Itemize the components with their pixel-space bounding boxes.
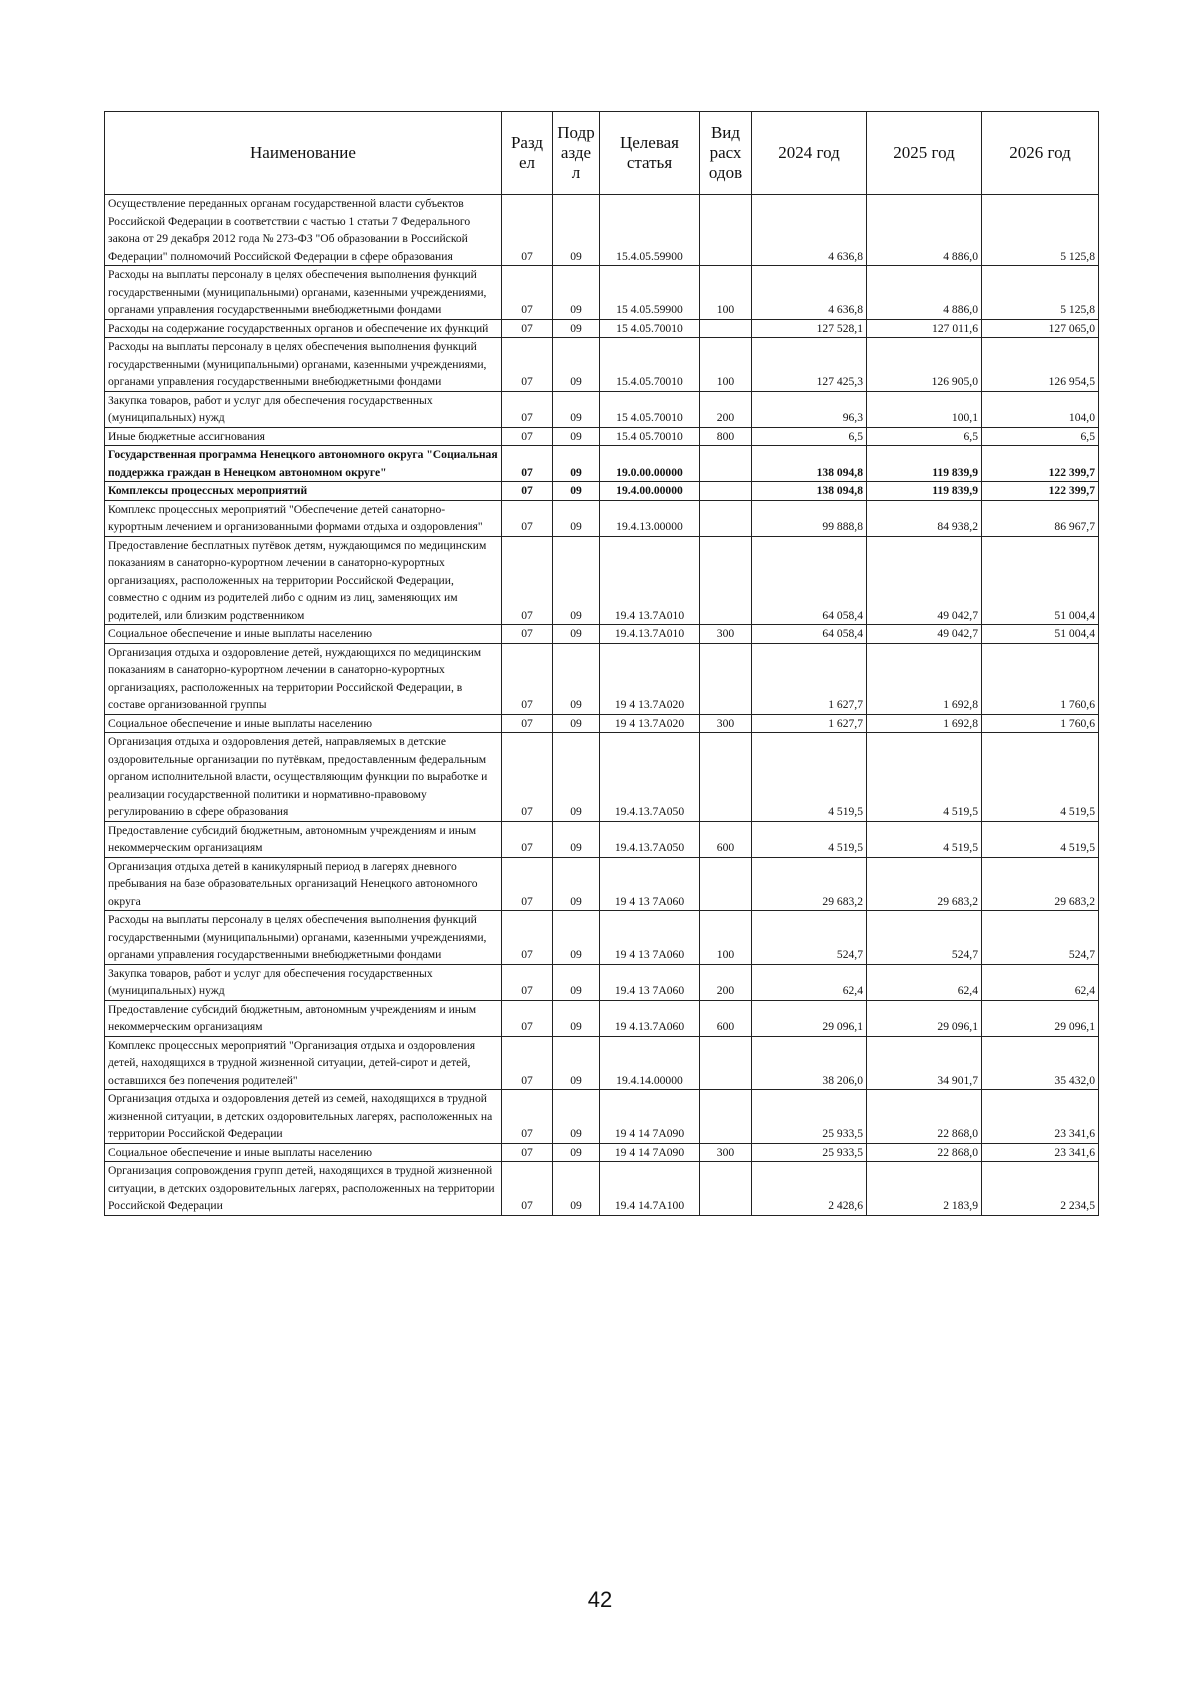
header-target: Целевая статья [600, 112, 700, 195]
table-row [105, 1162, 1099, 1216]
cell-2025: 29 683,2 [867, 857, 982, 911]
cell-target: 15.4.05.70010 [600, 338, 700, 392]
cell-2025: 119 839,9 [867, 446, 982, 482]
cell-name: Организация отдыха и оздоровления детей из семей, находящихся в трудной жизненной ситуации, в детских оздоровительных лагерях, расположенных на территории Российской Федерации [105, 1090, 502, 1144]
cell-razdel: 07 [502, 821, 553, 857]
cell-2026: 1 760,6 [982, 714, 1099, 733]
cell-2024: 64 058,4 [752, 536, 867, 625]
cell-2026: 1 760,6 [982, 643, 1099, 714]
cell-target: 19 4 13.7A020 [600, 643, 700, 714]
cell-vid: 100 [700, 911, 752, 965]
cell-2026: 51 004,4 [982, 625, 1099, 644]
cell-vid [700, 1036, 752, 1090]
cell-vid [700, 319, 752, 338]
cell-2024: 4 519,5 [752, 733, 867, 822]
cell-vid: 800 [700, 427, 752, 446]
cell-name: Предоставление бесплатных путёвок детям, нуждающимся по медицинским показаниям в санаторно-курортном лечении в санаторно-курортных организациях, расположенных на территории Российской Федерации, совместно с одним из родителей либо с одним из лиц, заменяющих им родителей, или близким родственником [105, 536, 502, 625]
cell-name: Социальное обеспечение и иные выплаты населению [105, 714, 502, 733]
cell-target: 19.4 13 7A060 [600, 964, 700, 1000]
cell-razdel: 07 [502, 319, 553, 338]
cell-podrazdel: 09 [553, 1162, 600, 1216]
cell-name: Расходы на содержание государственных органов и обеспечение их функций [105, 319, 502, 338]
header-razdel: Разд ел [502, 112, 553, 195]
table-row [105, 733, 1099, 822]
table-row [105, 857, 1099, 911]
cell-podrazdel: 09 [553, 1036, 600, 1090]
cell-podrazdel: 09 [553, 911, 600, 965]
cell-name: Комплексы процессных мероприятий [105, 482, 502, 501]
cell-target: 19 4.13.7A060 [600, 1000, 700, 1036]
cell-2025: 4 886,0 [867, 266, 982, 320]
cell-target: 19 4 13 7A060 [600, 857, 700, 911]
cell-2024: 4 636,8 [752, 266, 867, 320]
cell-razdel: 07 [502, 643, 553, 714]
table-row [105, 391, 1099, 427]
cell-name: Предоставление субсидий бюджетным, автономным учреждениям и иным некоммерческим организациям [105, 1000, 502, 1036]
cell-name: Иные бюджетные ассигнования [105, 427, 502, 446]
cell-name: Закупка товаров, работ и услуг для обеспечения государственных (муниципальных) нужд [105, 391, 502, 427]
cell-2025: 100,1 [867, 391, 982, 427]
cell-razdel: 07 [502, 338, 553, 392]
cell-2024: 64 058,4 [752, 625, 867, 644]
cell-vid [700, 1162, 752, 1216]
cell-2026: 51 004,4 [982, 536, 1099, 625]
cell-2026: 104,0 [982, 391, 1099, 427]
cell-vid: 100 [700, 338, 752, 392]
header-vid: Вид расх одов [700, 112, 752, 195]
cell-vid: 300 [700, 625, 752, 644]
cell-vid [700, 446, 752, 482]
cell-2024: 38 206,0 [752, 1036, 867, 1090]
cell-podrazdel: 09 [553, 195, 600, 266]
cell-2026: 4 519,5 [982, 733, 1099, 822]
cell-2026: 5 125,8 [982, 195, 1099, 266]
cell-vid [700, 1090, 752, 1144]
table-row [105, 625, 1099, 644]
cell-2025: 49 042,7 [867, 536, 982, 625]
cell-razdel: 07 [502, 1000, 553, 1036]
header-2024: 2024 год [752, 112, 867, 195]
cell-razdel: 07 [502, 266, 553, 320]
cell-2024: 1 627,7 [752, 643, 867, 714]
cell-2026: 4 519,5 [982, 821, 1099, 857]
cell-2026: 2 234,5 [982, 1162, 1099, 1216]
cell-name: Расходы на выплаты персоналу в целях обеспечения выполнения функций государственными (муниципальными) органами, казенными учреждениями, органами управления государственными внебюджетными фондами [105, 911, 502, 965]
cell-2026: 126 954,5 [982, 338, 1099, 392]
table-row [105, 195, 1099, 266]
cell-podrazdel: 09 [553, 500, 600, 536]
budget-table [104, 111, 1099, 1216]
cell-2026: 23 341,6 [982, 1143, 1099, 1162]
cell-2024: 4 519,5 [752, 821, 867, 857]
cell-razdel: 07 [502, 857, 553, 911]
cell-podrazdel: 09 [553, 446, 600, 482]
cell-2024: 29 683,2 [752, 857, 867, 911]
cell-vid: 300 [700, 1143, 752, 1162]
cell-2025: 1 692,8 [867, 643, 982, 714]
cell-2025: 524,7 [867, 911, 982, 965]
cell-name: Организация отдыха и оздоровление детей, нуждающихся по медицинским показаниям в санаторно-курортном лечении в санаторно-курортных организациях, расположенных на территории Российской Федерации, в составе организованной группы [105, 643, 502, 714]
header-name: Наименование [105, 112, 502, 195]
cell-vid [700, 195, 752, 266]
cell-razdel: 07 [502, 1090, 553, 1144]
cell-vid [700, 482, 752, 501]
cell-target: 19.4 13.7A010 [600, 536, 700, 625]
cell-2026: 62,4 [982, 964, 1099, 1000]
cell-name: Комплекс процессных мероприятий "Организация отдыха и оздоровления детей, находящихся в трудной жизненной ситуации, детей-сирот и детей, оставшихся без попечения родителей" [105, 1036, 502, 1090]
cell-2024: 96,3 [752, 391, 867, 427]
table-row [105, 1000, 1099, 1036]
cell-target: 19.4.14.00000 [600, 1036, 700, 1090]
table-row [105, 427, 1099, 446]
cell-target: 15 4.05.70010 [600, 391, 700, 427]
table-row [105, 821, 1099, 857]
cell-podrazdel: 09 [553, 536, 600, 625]
cell-target: 15 4.05.70010 [600, 319, 700, 338]
cell-2026: 23 341,6 [982, 1090, 1099, 1144]
cell-2026: 29 096,1 [982, 1000, 1099, 1036]
cell-2026: 127 065,0 [982, 319, 1099, 338]
table-header-row [105, 112, 1099, 195]
cell-vid [700, 500, 752, 536]
cell-name: Социальное обеспечение и иные выплаты населению [105, 1143, 502, 1162]
cell-target: 19.4.00.00000 [600, 482, 700, 501]
cell-razdel: 07 [502, 714, 553, 733]
cell-2025: 6,5 [867, 427, 982, 446]
cell-2024: 138 094,8 [752, 482, 867, 501]
cell-razdel: 07 [502, 964, 553, 1000]
cell-name: Комплекс процессных мероприятий "Обеспечение детей санаторно-курортным лечением и организованными формами отдыха и оздоровления" [105, 500, 502, 536]
cell-2024: 138 094,8 [752, 446, 867, 482]
cell-podrazdel: 09 [553, 857, 600, 911]
cell-name: Государственная программа Ненецкого автономного округа "Социальная поддержка граждан в Ненецком автономном округе" [105, 446, 502, 482]
cell-2025: 22 868,0 [867, 1090, 982, 1144]
cell-2025: 34 901,7 [867, 1036, 982, 1090]
cell-podrazdel: 09 [553, 482, 600, 501]
cell-target: 19 4 13.7A020 [600, 714, 700, 733]
cell-2025: 126 905,0 [867, 338, 982, 392]
table-row [105, 1143, 1099, 1162]
table-row [105, 1036, 1099, 1090]
cell-target: 19.4.13.7A050 [600, 821, 700, 857]
cell-vid: 200 [700, 391, 752, 427]
cell-2026: 122 399,7 [982, 482, 1099, 501]
cell-razdel: 07 [502, 911, 553, 965]
cell-target: 19.0.00.00000 [600, 446, 700, 482]
cell-name: Предоставление субсидий бюджетным, автономным учреждениям и иным некоммерческим организациям [105, 821, 502, 857]
cell-podrazdel: 09 [553, 964, 600, 1000]
cell-razdel: 07 [502, 625, 553, 644]
cell-target: 15 4.05.59900 [600, 266, 700, 320]
cell-target: 19.4.13.00000 [600, 500, 700, 536]
cell-2026: 5 125,8 [982, 266, 1099, 320]
cell-razdel: 07 [502, 1036, 553, 1090]
cell-2024: 1 627,7 [752, 714, 867, 733]
cell-razdel: 07 [502, 391, 553, 427]
cell-2024: 2 428,6 [752, 1162, 867, 1216]
cell-2024: 524,7 [752, 911, 867, 965]
cell-vid: 200 [700, 964, 752, 1000]
table-row [105, 536, 1099, 625]
cell-target: 15.4 05.70010 [600, 427, 700, 446]
cell-2024: 99 888,8 [752, 500, 867, 536]
cell-2024: 127 528,1 [752, 319, 867, 338]
cell-razdel: 07 [502, 482, 553, 501]
cell-2024: 62,4 [752, 964, 867, 1000]
cell-podrazdel: 09 [553, 338, 600, 392]
cell-2026: 122 399,7 [982, 446, 1099, 482]
cell-target: 19.4.13.7A050 [600, 733, 700, 822]
cell-2025: 1 692,8 [867, 714, 982, 733]
cell-vid: 600 [700, 1000, 752, 1036]
table-row [105, 266, 1099, 320]
cell-razdel: 07 [502, 733, 553, 822]
cell-target: 19 4 13 7A060 [600, 911, 700, 965]
cell-2024: 29 096,1 [752, 1000, 867, 1036]
cell-target: 19.4.13.7A010 [600, 625, 700, 644]
cell-vid [700, 733, 752, 822]
cell-podrazdel: 09 [553, 733, 600, 822]
table-row [105, 714, 1099, 733]
cell-podrazdel: 09 [553, 266, 600, 320]
cell-name: Организация отдыха и оздоровления детей, направляемых в детские оздоровительные организации по путёвкам, предоставленным федеральным органом исполнительной власти, осуществляющим функции по выработке и реализации государственной политики и нормативно-правовому регулированию в сфере образования [105, 733, 502, 822]
cell-vid: 600 [700, 821, 752, 857]
cell-name: Закупка товаров, работ и услуг для обеспечения государственных (муниципальных) нужд [105, 964, 502, 1000]
header-2025: 2025 год [867, 112, 982, 195]
cell-target: 15.4.05.59900 [600, 195, 700, 266]
table-row [105, 482, 1099, 501]
cell-podrazdel: 09 [553, 427, 600, 446]
cell-vid [700, 643, 752, 714]
cell-2025: 49 042,7 [867, 625, 982, 644]
cell-podrazdel: 09 [553, 1143, 600, 1162]
cell-2026: 524,7 [982, 911, 1099, 965]
cell-2025: 4 519,5 [867, 733, 982, 822]
cell-name: Расходы на выплаты персоналу в целях обеспечения выполнения функций государственными (муниципальными) органами, казенными учреждениями, органами управления государственными внебюджетными фондами [105, 338, 502, 392]
cell-razdel: 07 [502, 1143, 553, 1162]
cell-2024: 127 425,3 [752, 338, 867, 392]
cell-razdel: 07 [502, 427, 553, 446]
cell-2025: 84 938,2 [867, 500, 982, 536]
cell-2024: 4 636,8 [752, 195, 867, 266]
cell-2025: 4 886,0 [867, 195, 982, 266]
cell-2024: 6,5 [752, 427, 867, 446]
cell-vid [700, 857, 752, 911]
cell-vid: 300 [700, 714, 752, 733]
cell-2025: 29 096,1 [867, 1000, 982, 1036]
cell-target: 19 4 14 7A090 [600, 1090, 700, 1144]
cell-2025: 4 519,5 [867, 821, 982, 857]
cell-podrazdel: 09 [553, 391, 600, 427]
table-row [105, 643, 1099, 714]
cell-target: 19 4 14 7A090 [600, 1143, 700, 1162]
cell-razdel: 07 [502, 1162, 553, 1216]
table-row [105, 1090, 1099, 1144]
cell-vid: 100 [700, 266, 752, 320]
header-podrazdel: Подр азде л [553, 112, 600, 195]
header-2026: 2026 год [982, 112, 1099, 195]
cell-target: 19.4 14.7A100 [600, 1162, 700, 1216]
cell-razdel: 07 [502, 500, 553, 536]
cell-2024: 25 933,5 [752, 1090, 867, 1144]
cell-2025: 2 183,9 [867, 1162, 982, 1216]
cell-2026: 6,5 [982, 427, 1099, 446]
cell-podrazdel: 09 [553, 625, 600, 644]
table-row [105, 446, 1099, 482]
cell-podrazdel: 09 [553, 714, 600, 733]
cell-2026: 86 967,7 [982, 500, 1099, 536]
cell-name: Организация отдыха детей в каникулярный период в лагерях дневного пребывания на базе образовательных организаций Ненецкого автономного округа [105, 857, 502, 911]
table-row [105, 911, 1099, 965]
cell-podrazdel: 09 [553, 319, 600, 338]
cell-2025: 62,4 [867, 964, 982, 1000]
table-row [105, 319, 1099, 338]
table-row [105, 964, 1099, 1000]
cell-razdel: 07 [502, 446, 553, 482]
cell-razdel: 07 [502, 195, 553, 266]
cell-2026: 29 683,2 [982, 857, 1099, 911]
cell-name: Расходы на выплаты персоналу в целях обеспечения выполнения функций государственными (муниципальными) органами, казенными учреждениями, органами управления государственными внебюджетными фондами [105, 266, 502, 320]
cell-name: Социальное обеспечение и иные выплаты населению [105, 625, 502, 644]
table-row [105, 338, 1099, 392]
table-row [105, 500, 1099, 536]
cell-vid [700, 536, 752, 625]
cell-2026: 35 432,0 [982, 1036, 1099, 1090]
table-body [105, 195, 1099, 1216]
cell-2025: 127 011,6 [867, 319, 982, 338]
cell-name: Организация сопровождения групп детей, находящихся в трудной жизненной ситуации, в детских оздоровительных лагерях, расположенных на территории Российской Федерации [105, 1162, 502, 1216]
cell-2024: 25 933,5 [752, 1143, 867, 1162]
cell-podrazdel: 09 [553, 821, 600, 857]
cell-podrazdel: 09 [553, 1090, 600, 1144]
page-number: 42 [587, 1587, 613, 1612]
cell-name: Осуществление переданных органам государственной власти субъектов Российской Федерации в соответствии с частью 1 статьи 7 Федерального закона от 29 декабря 2012 года № 273-ФЗ "Об образовании в Российской Федерации" полномочий Российской Федерации в сфере образования [105, 195, 502, 266]
cell-2025: 22 868,0 [867, 1143, 982, 1162]
cell-podrazdel: 09 [553, 1000, 600, 1036]
cell-razdel: 07 [502, 536, 553, 625]
cell-2025: 119 839,9 [867, 482, 982, 501]
cell-podrazdel: 09 [553, 643, 600, 714]
